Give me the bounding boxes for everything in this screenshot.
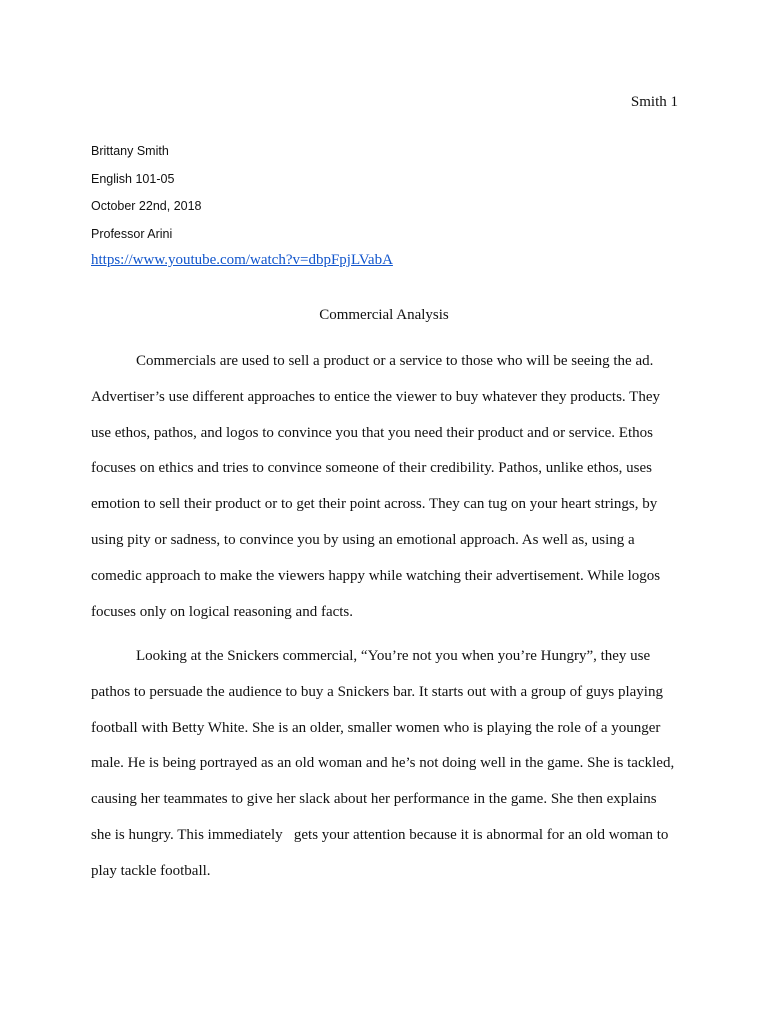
running-head: Smith 1	[630, 94, 678, 110]
paragraph-line: pathos to persuade the audience to buy a Snickers bar. It starts out with a group of guys playing	[91, 683, 663, 700]
paragraph-line: emotion to sell their product or to get their point across. They can tug on your heart strings, by	[91, 496, 658, 513]
date-line: October 22nd, 2018	[91, 199, 202, 213]
author-name: Brittany Smith	[91, 144, 169, 158]
paragraph-line: Advertiser’s use different approaches to entice the viewer to buy whatever they products. They	[91, 388, 660, 405]
paragraph-line: Looking at the Snickers commercial, “You’re not you when you’re Hungry”, they use	[136, 648, 651, 664]
paragraph-line: play tackle football.	[91, 862, 211, 879]
essay-title: Commercial Analysis	[319, 307, 449, 323]
course-name: English 101-05	[91, 171, 175, 186]
youtube-link[interactable]: https://www.youtube.com/watch?v=dbpFpjLVabA	[91, 252, 393, 268]
paragraph-line: she is hungry. This immediately gets your attention because it is abnormal for an old woman to	[91, 826, 669, 843]
professor-name: Professor Arini	[91, 226, 173, 241]
paragraph-line: male. He is being portrayed as an old woman and he’s not doing well in the game. She is tackled,	[91, 755, 675, 772]
mla-heading	[91, 138, 681, 270]
paragraph-line: focuses only on logical reasoning and facts.	[91, 603, 354, 620]
paragraph-line: focuses on ethics and tries to convince someone of their credibility. Pathos, unlike ethos, uses	[91, 460, 652, 477]
paragraph-line: Commercials are used to sell a product or a service to those who will be seeing the ad.	[136, 353, 654, 369]
paragraph-snickers	[91, 646, 691, 897]
paragraph-line: comedic approach to make the viewers happy while watching their advertisement. While logos	[91, 567, 661, 584]
paragraph-line: using pity or sadness, to convince you by using an emotional approach. As well as, using a	[91, 531, 635, 548]
paragraph-intro	[91, 351, 691, 637]
paragraph-line: football with Betty White. She is an older, smaller women who is playing the role of a younger	[91, 719, 661, 736]
paragraph-line: causing her teammates to give her slack about her performance in the game. She then explains	[91, 791, 657, 808]
paragraph-line: use ethos, pathos, and logos to convince you that you need their product and or service. Ethos	[91, 424, 653, 441]
